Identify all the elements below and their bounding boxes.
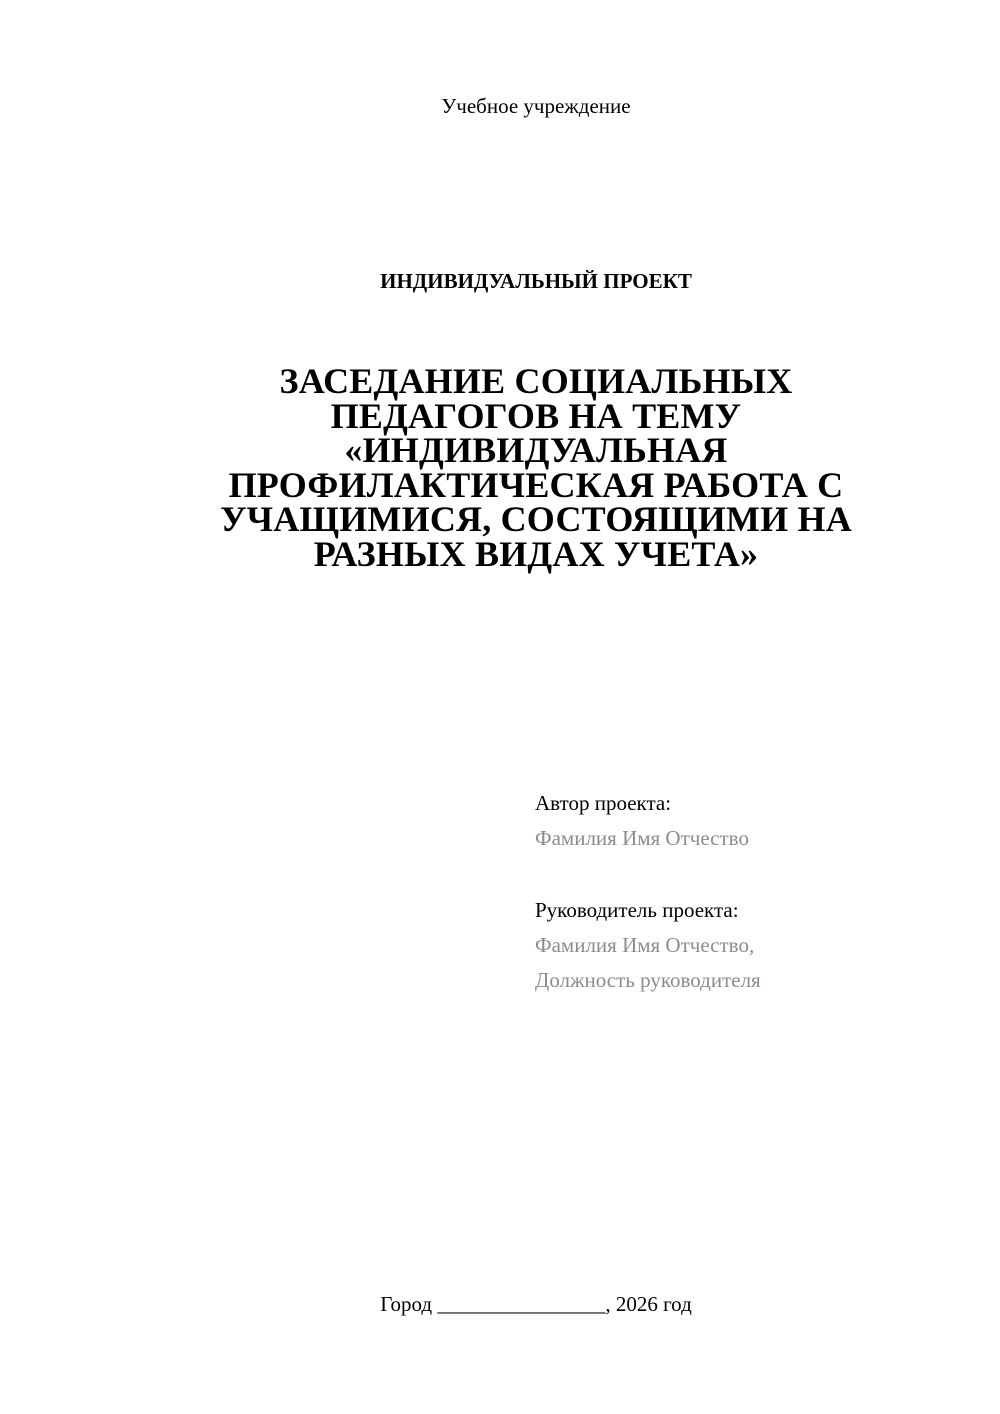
supervisor-name: Фамилия Имя Отчество, [535, 933, 755, 957]
document-type: ИНДИВИДУАЛЬНЫЙ ПРОЕКТ [380, 269, 692, 293]
title-line: ЗАСЕДАНИЕ СОЦИАЛЬНЫХ [279, 361, 793, 401]
supervisor-label: Руководитель проекта: [535, 898, 739, 922]
title-line: ПРОФИЛАКТИЧЕСКАЯ РАБОТА С [228, 464, 844, 505]
supervisor-position: Должность руководителя [535, 968, 761, 992]
title-line: УЧАЩИМИСЯ, СОСТОЯЩИМИ НА [220, 499, 852, 539]
institution-name: Учебное учреждение [441, 94, 631, 118]
title-line: «ИНДИВИДУАЛЬНАЯ [344, 430, 728, 470]
title-line: РАЗНЫХ ВИДАХ УЧЕТА» [313, 533, 759, 574]
author-label: Автор проекта: [535, 791, 672, 815]
supervisor-block [535, 893, 761, 998]
project-title [150, 361, 922, 574]
city-year-footer: Город ________________, 2026 год [380, 1292, 692, 1316]
title-line: ПЕДАГОГОВ НА ТЕМУ [330, 395, 742, 436]
author-name: Фамилия Имя Отчество [535, 826, 749, 850]
author-block [535, 786, 749, 856]
